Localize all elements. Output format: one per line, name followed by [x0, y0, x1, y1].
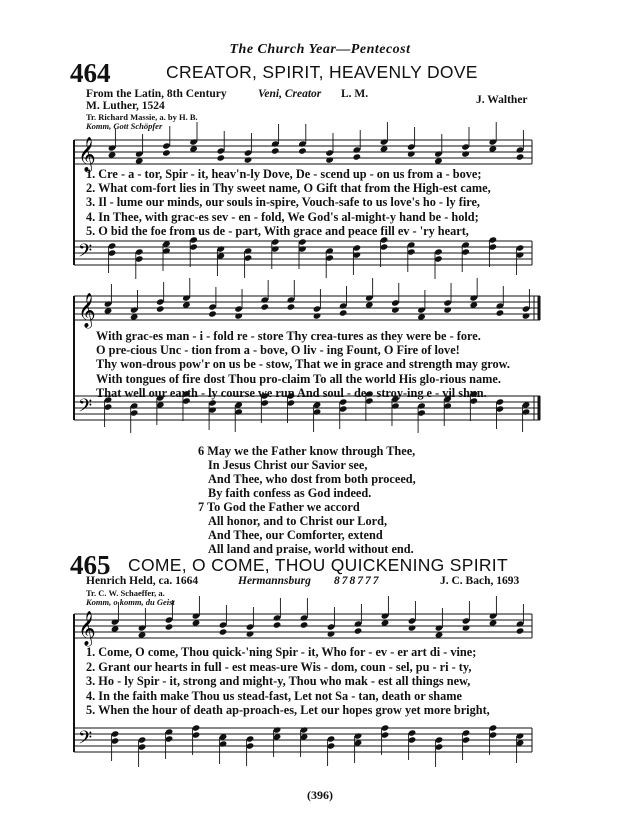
stanza-6: 6 May we the Father know through Thee, In Jesus Christ our Savior see, And Thee, who dost from both proceed, By faith confess as God indeed.: [198, 444, 416, 500]
note-head: [496, 309, 505, 316]
text-source: From the Latin, 8th Century: [86, 88, 227, 100]
translator: Tr. C. W. Schaeffer, a.: [86, 588, 165, 598]
note-head: [462, 624, 471, 631]
note-head: [300, 621, 309, 628]
lyric-line: With grac-es man - i - fold re - store Thy crea-tures as they were be - fore.: [96, 329, 481, 343]
meter: 878777: [334, 575, 381, 587]
note-head: [260, 303, 269, 310]
lyric-line: 5. When the hour of death ap-proach-es, Let our hopes grow yet more bright,: [86, 703, 490, 718]
lyric-line: 5. O bid the foe from us de - part, With grace and peace fill ev - 'ry heart,: [86, 223, 469, 238]
lyric-line: 4. In the faith make Thou us stead-fast, Let not Sa - tan, death or shame: [86, 688, 462, 703]
bass-clef-icon: 𝄢: [78, 727, 93, 752]
text-author: Henrich Held, ca. 1664: [86, 575, 199, 587]
tune-name: Hermannsburg: [238, 575, 311, 587]
lyric-line: Thy won-drous pow'r on us be - stow, That we in grace and strength may grow.: [96, 357, 510, 372]
note-head: [408, 624, 417, 631]
meter: L. M.: [341, 88, 369, 100]
note-head: [327, 630, 336, 637]
page-number: (396): [307, 788, 333, 802]
note-head: [516, 627, 525, 634]
treble-clef-icon: 𝄞: [78, 138, 96, 171]
note-head: [156, 305, 165, 312]
note-head: [162, 149, 171, 156]
bass-clef-icon: 𝄢: [78, 240, 93, 265]
treble-clef-icon: 𝄞: [78, 294, 96, 327]
lyric-line: That well our earth - ly course we run And soul - de - stroy-ing e - vil shun.: [96, 385, 487, 400]
lyric-line: With tongues of fire dost Thou pro-claim To all the world His glo-rious name.: [96, 371, 501, 386]
hymn-title: COME, O COME, THOU QUICKENING SPIRIT: [128, 555, 508, 575]
treble-clef-icon: 𝄞: [78, 612, 96, 645]
note-head: [165, 623, 174, 630]
note-head: [271, 147, 280, 154]
note-head: [407, 150, 416, 157]
hymn-number: 465: [70, 550, 111, 580]
note-head: [443, 306, 452, 313]
tune-name: Veni, Creator: [258, 88, 322, 100]
note-head: [298, 147, 307, 154]
lyrics-system-2: [96, 329, 510, 400]
bass-clef-icon: 𝄢: [78, 395, 93, 420]
stanza-7: 7 To God the Father we accord All honor, and to Christ our Lord, And Thee, our Comforter, extend All land and praise, world without end.: [198, 500, 414, 556]
note-head: [354, 627, 363, 634]
note-head: [234, 312, 243, 319]
note-head: [217, 154, 226, 161]
running-header: The Church Year—Pentecost: [229, 42, 411, 57]
lyric-line: 1. Cre - a - tor, Spir - it, heav'n-ly Dove, De - scend up - on us from a - bove;: [86, 167, 482, 181]
lyric-line: 1. Come, O come, Thou quick-'ning Spir - it, Who for - ev - er art di - vine;: [86, 645, 477, 659]
note-head: [339, 309, 348, 316]
lyric-line: O pre-cious Unc - tion from a - bove, O liv - ing Fount, O Fire of love!: [96, 343, 460, 358]
hymn-number: 464: [70, 58, 111, 88]
text-source-author: M. Luther, 1524: [86, 100, 165, 112]
note-head: [461, 150, 470, 157]
note-head: [313, 312, 322, 319]
composer: J. C. Bach, 1693: [440, 575, 520, 587]
note-head: [353, 153, 362, 160]
lyric-line: 2. Grant our hearts in full - est meas-ure Wis - dom, coun - sel, pu - ri - ty,: [86, 659, 472, 674]
hymn-title: CREATOR, SPIRIT, HEAVENLY DOVE: [166, 62, 478, 82]
original-title: Komm, Gott Schöpfer: [86, 121, 163, 131]
note-head: [244, 156, 253, 163]
note-head: [219, 628, 228, 635]
note-head: [516, 153, 525, 160]
note-head: [246, 630, 255, 637]
note-head: [287, 303, 296, 310]
note-head: [522, 312, 531, 319]
note-head: [391, 306, 400, 313]
note-head: [208, 310, 217, 317]
lyric-line: 2. What com-fort lies in Thy sweet name, O Gift that from the High-est came,: [86, 181, 491, 196]
composer: J. Walther: [476, 94, 528, 106]
lyrics-system-1: [86, 167, 491, 238]
translator: Tr. Richard Massie, a. by H. B.: [86, 112, 198, 122]
bass-notes: [108, 236, 525, 279]
lyric-line: 4. In Thee, with grac-es sev - en - fold, We God's al-might-y hand be - hold;: [86, 209, 479, 224]
original-title: Komm, o komm, du Geist: [86, 597, 175, 607]
lyrics-system-3: [86, 645, 490, 718]
lyric-line: 3. Il - lume our minds, our souls in-spire, Vouch-safe to us love's ho - ly fire,: [86, 195, 481, 210]
note-head: [273, 621, 282, 628]
note-head: [325, 156, 334, 163]
lyric-line: 3. Ho - ly Spir - it, strong and might-y, Thou who mak - est all things new,: [86, 674, 471, 689]
